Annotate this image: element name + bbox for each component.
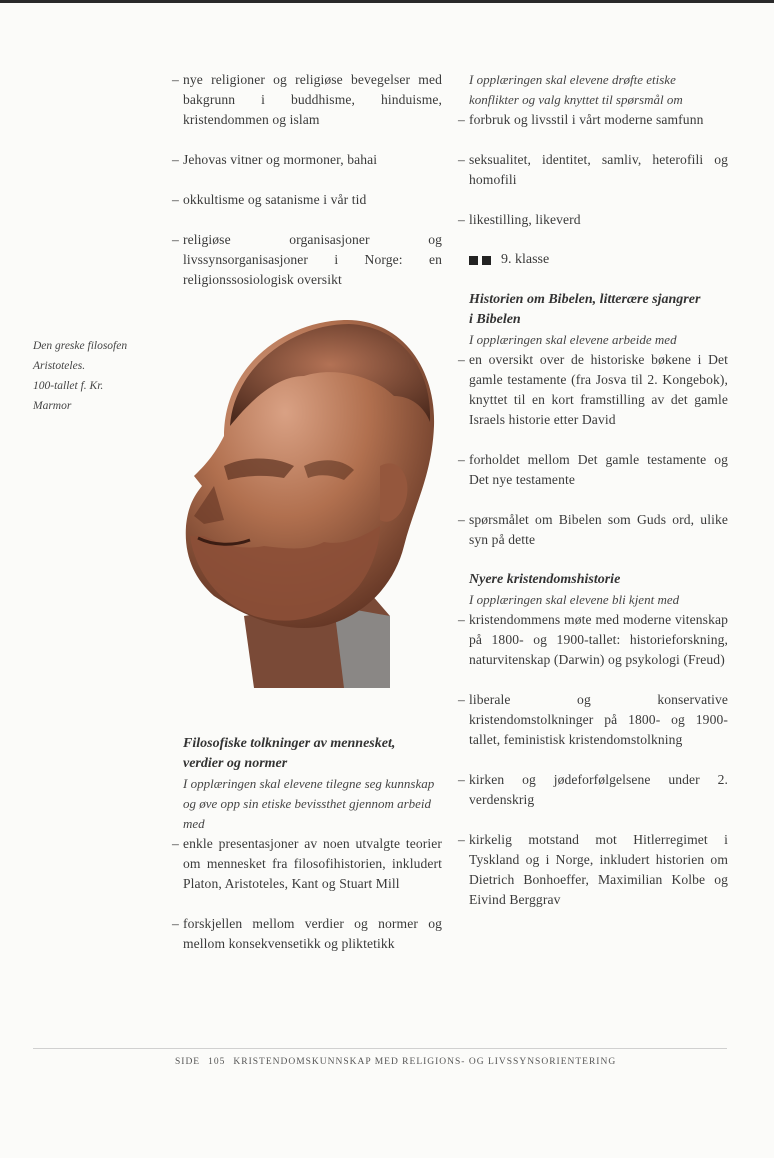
footer-divider	[33, 1048, 727, 1049]
list-item-text: en oversikt over de historiske bøkene i Det gamle testamente (fra Josva til 2. Kongebok), knyttet til en kort framstilling av det gamle Israels historie etter David	[469, 352, 728, 427]
footer-title: KRISTENDOMSKUNNSKAP MED RELIGIONS- OG LIVSSYNSORIENTERING	[233, 1057, 617, 1067]
list-item: – forholdet mellom Det gamle testamente og Det nye testamente	[458, 452, 728, 487]
list-item-text: okkultisme og satanisme i vår tid	[183, 192, 367, 207]
section-heading: Nyere kristendomshistorie	[469, 572, 621, 587]
list-item: – seksualitet, identitet, samliv, heterofili og homofili	[458, 152, 728, 187]
list-item-text: kirkelig motstand mot Hitlerregimet i Tyskland og i Norge, inkludert historien om Dietrich Bonhoeffer, Maximilian Kolbe og Eivind Berggrav	[469, 832, 728, 907]
section-heading: i Bibelen	[469, 312, 521, 327]
footer-side-label: SIDE	[175, 1057, 201, 1067]
aristotle-bust-image	[184, 316, 436, 692]
page-footer	[175, 1057, 624, 1067]
list-item-text: seksualitet, identitet, samliv, heterofili og homofili	[469, 152, 728, 187]
list-item-text: Jehovas vitner og mormoner, bahai	[183, 152, 378, 167]
right-column	[458, 70, 728, 930]
list-item: – forskjellen mellom verdier og normer og mellom konsekvensetikk og pliktetikk	[172, 916, 442, 951]
list-item-text: forbruk og livsstil i vårt moderne samfunn	[469, 112, 704, 127]
list-item-text: nye religioner og religiøse bevegelser med bakgrunn i buddhisme, hinduisme, kristendommen og islam	[183, 72, 442, 127]
square-bullet-icon	[482, 256, 491, 265]
list-item: – Jehovas vitner og mormoner, bahai	[172, 152, 378, 167]
section-intro: I opplæringen skal elevene tilegne seg kunnskap og øve opp sin etiske bevissthet gjennom arbeid med	[183, 776, 435, 831]
list-item: – en oversikt over de historiske bøkene i Det gamle testamente (fra Josva til 2. Kongebok), knyttet til en kort framstilling av det gamle Israels historie etter David	[458, 352, 728, 427]
caption-line: Den greske filosofen	[33, 340, 128, 352]
grade-heading	[458, 250, 728, 270]
section-heading: Filosofiske tolkninger av mennesket,	[183, 736, 396, 751]
list-item: – kirkelig motstand mot Hitlerregimet i Tyskland og i Norge, inkludert historien om Dietrich Bonhoeffer, Maximilian Kolbe og Eivind Berggrav	[458, 832, 728, 907]
list-item: – enkle presentasjoner av noen utvalgte teorier om mennesket fra filosofihistorien, inkludert Platon, Aristoteles, Kant og Stuart Mill	[172, 836, 442, 891]
list-item: – religiøse organisasjoner og livssynsorganisasjoner i Norge: en religionssosiologisk oversikt	[172, 232, 442, 287]
list-item: – spørsmålet om Bibelen som Guds ord, ulike syn på dette	[458, 512, 728, 547]
list-item: – forbruk og livsstil i vårt moderne samfunn	[458, 112, 704, 127]
image-caption	[33, 336, 153, 416]
caption-line: 100-tallet f. Kr.	[33, 380, 104, 392]
caption-line: Marmor	[33, 400, 72, 412]
philosophy-section	[172, 734, 442, 974]
top-border	[0, 0, 774, 3]
list-item-text: forskjellen mellom verdier og normer og mellom konsekvensetikk og pliktetikk	[183, 916, 442, 951]
list-item: – okkultisme og satanisme i vår tid	[172, 192, 367, 207]
list-item-text: forholdet mellom Det gamle testamente og Det nye testamente	[469, 452, 728, 487]
list-item: – nye religioner og religiøse bevegelser med bakgrunn i buddhisme, hinduisme, kristendommen og islam	[172, 72, 442, 127]
square-bullet-icon	[469, 256, 478, 265]
list-item: – likestilling, likeverd	[458, 212, 581, 227]
list-item-text: kristendommens møte med moderne vitenskap på 1800- og 1900-tallet: historieforskning, naturvitenskap (Darwin) og psykologi (Freud)	[469, 612, 728, 667]
list-item-text: likestilling, likeverd	[469, 212, 581, 227]
page-number: 105	[208, 1057, 226, 1067]
list-item-text: religiøse organisasjoner og livssynsorganisasjoner i Norge: en religionssosiologisk oversikt	[183, 232, 442, 287]
grade-label: 9. klasse	[501, 252, 550, 267]
left-column	[172, 70, 442, 310]
list-item-text: liberale og konservative kristendomstolkninger på 1800- og 1900-tallet, feministisk kristendomstolkning	[469, 692, 728, 747]
list-item-text: enkle presentasjoner av noen utvalgte teorier om mennesket fra filosofihistorien, inkludert Platon, Aristoteles, Kant og Stuart Mill	[183, 836, 442, 891]
list-item-text: kirken og jødeforfølgelsene under 2. verdenskrig	[469, 772, 728, 807]
section-intro: I opplæringen skal elevene drøfte etiske konflikter og valg knyttet til spørsmål om	[469, 72, 683, 107]
section-intro: I opplæringen skal elevene bli kjent med	[469, 592, 680, 607]
section-intro: I opplæringen skal elevene arbeide med	[469, 332, 677, 347]
list-item: – kirken og jødeforfølgelsene under 2. verdenskrig	[458, 772, 728, 807]
section-heading: verdier og normer	[183, 756, 288, 771]
caption-line: Aristoteles.	[33, 360, 86, 372]
list-item-text: spørsmålet om Bibelen som Guds ord, ulike syn på dette	[469, 512, 728, 547]
section-heading: Historien om Bibelen, litterære sjangrer	[469, 292, 701, 307]
list-item: – liberale og konservative kristendomstolkninger på 1800- og 1900-tallet, feministisk kristendomstolkning	[458, 692, 728, 747]
list-item: – kristendommens møte med moderne vitenskap på 1800- og 1900-tallet: historieforskning, naturvitenskap (Darwin) og psykologi (Freud)	[458, 612, 728, 667]
